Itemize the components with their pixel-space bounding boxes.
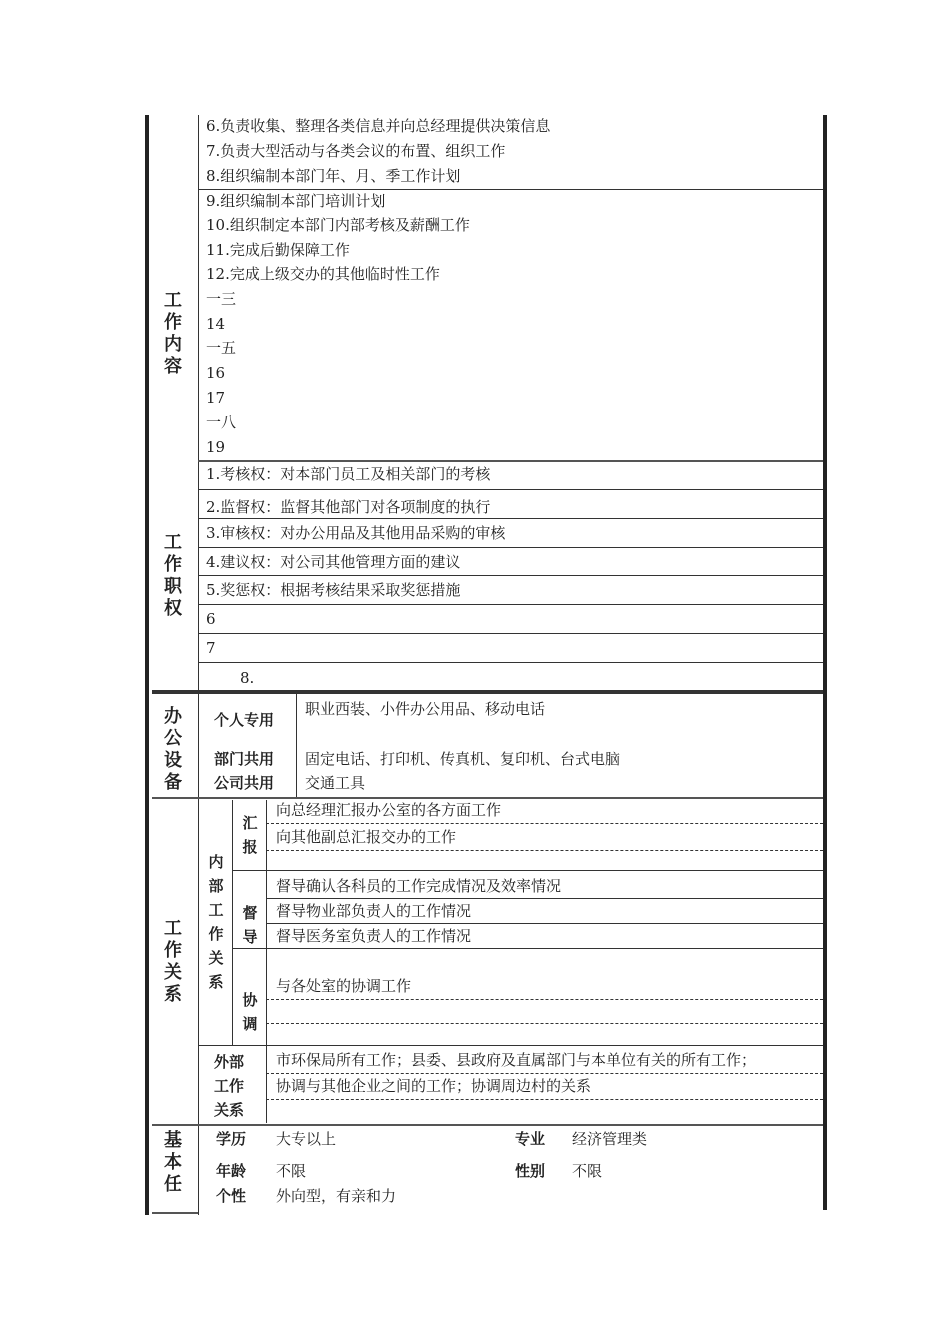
section-divider (198, 460, 823, 462)
gender-label: 性别 (515, 1162, 546, 1180)
external-item: 协调与其他企业之间的工作；协调周边村的关系 (276, 1077, 592, 1095)
dashed-divider (266, 1023, 823, 1024)
row-divider (232, 948, 823, 949)
row-divider (198, 547, 823, 548)
row-divider (266, 923, 823, 924)
equipment-value: 交通工具 (305, 774, 366, 792)
dashed-divider (266, 1099, 823, 1100)
education-value: 大专以上 (276, 1130, 337, 1148)
dashed-divider (266, 850, 823, 851)
report-label: 汇报 (242, 814, 258, 856)
list-item: 5.奖惩权：根据考核结果采取奖惩措施 (206, 581, 461, 599)
list-item: 2.监督权：监督其他部门对各项制度的执行 (206, 498, 491, 516)
list-item: 7 (206, 639, 216, 657)
row-divider (198, 1045, 823, 1046)
right-border (823, 115, 827, 1210)
external-item: 市环保局所有工作；县委、县政府及直属部门与本单位有关的所有工作； (276, 1051, 757, 1069)
list-item: 一三 (206, 290, 237, 308)
internal-relations-label: 内部工作关系 (208, 853, 224, 991)
section-divider (152, 797, 823, 799)
work-authority-label: 工作职权 (164, 532, 182, 619)
major-label: 专业 (515, 1130, 546, 1148)
section-divider-thick (152, 690, 823, 694)
work-content-label: 工作内容 (164, 290, 182, 377)
list-item: 12.完成上级交办的其他临时性工作 (206, 265, 440, 283)
equipment-value: 固定电话、打印机、传真机、复印机、台式电脑 (305, 750, 621, 768)
equipment-key-divider (296, 694, 297, 798)
list-item: 11.完成后勤保障工作 (206, 241, 350, 259)
supervise-item: 督导确认各科员的工作完成情况及效率情况 (276, 877, 562, 895)
coordinate-label: 协调 (242, 991, 258, 1033)
list-item: 一五 (206, 339, 237, 357)
list-item: 一八 (206, 413, 237, 431)
personality-value: 外向型，有亲和力 (276, 1187, 397, 1205)
row-divider (198, 575, 823, 576)
row-divider (198, 604, 823, 605)
list-item: 1.考核权：对本部门员工及相关部门的考核 (206, 465, 491, 483)
personality-label: 个性 (216, 1187, 247, 1205)
age-label: 年龄 (216, 1162, 247, 1180)
row-divider (198, 189, 823, 190)
equipment-value: 职业西装、小件办公用品、移动电话 (305, 700, 546, 718)
equipment-key: 公司共用 (214, 774, 275, 792)
equipment-key: 部门共用 (214, 750, 275, 768)
supervise-item: 督导医务室负责人的工作情况 (276, 927, 472, 945)
label-column-divider (198, 115, 199, 1215)
list-item: 16 (206, 364, 226, 382)
row-divider (232, 870, 823, 871)
supervise-item: 督导物业部负责人的工作情况 (276, 902, 472, 920)
list-item: 10.组织制定本部门内部考核及薪酬工作 (206, 216, 470, 234)
list-item: 4.建议权：对公司其他管理方面的建议 (206, 553, 461, 571)
label-underline (152, 1212, 198, 1214)
row-divider (198, 518, 823, 519)
external-label-text: 外部工作关系 (214, 1053, 245, 1119)
equipment-key: 个人专用 (214, 711, 275, 729)
list-item: 6.负责收集、整理各类信息并向总经理提供决策信息 (206, 117, 551, 135)
work-relations-label: 工作关系 (164, 918, 182, 1005)
report-item: 向其他副总汇报交办的工作 (276, 828, 457, 846)
row-divider (198, 633, 823, 634)
row-divider (266, 898, 823, 899)
dashed-divider (266, 823, 823, 824)
list-item: 14 (206, 315, 226, 333)
age-value: 不限 (276, 1162, 307, 1180)
list-item: 9.组织编制本部门培训计划 (206, 192, 386, 210)
list-item: 8. (240, 669, 255, 687)
report-item: 向总经理汇报办公室的各方面工作 (276, 801, 502, 819)
list-item: 7.负责大型活动与各类会议的布置、组织工作 (206, 142, 506, 160)
internal-subdivider (232, 800, 233, 1045)
education-label: 学历 (216, 1130, 247, 1148)
list-item: 3.审核权：对办公用品及其他用品采购的审核 (206, 524, 506, 542)
list-item: 19 (206, 438, 226, 456)
section-divider (152, 1124, 823, 1126)
dashed-divider (266, 999, 823, 1000)
list-item: 17 (206, 389, 226, 407)
row-divider (198, 662, 823, 663)
qualifications-label: 基本任 (164, 1130, 182, 1195)
list-item: 8.组织编制本部门年、月、季工作计划 (206, 167, 461, 185)
coordinate-item: 与各处室的协调工作 (276, 977, 412, 995)
gender-value: 不限 (572, 1162, 603, 1180)
row-divider (198, 489, 823, 490)
supervise-label: 督导 (242, 904, 258, 946)
major-value: 经济管理类 (572, 1130, 648, 1148)
office-equipment-label: 办公设备 (164, 706, 182, 793)
left-border (145, 115, 149, 1215)
list-item: 6 (206, 610, 216, 628)
external-divider (266, 1045, 267, 1123)
dashed-divider (266, 1073, 823, 1074)
